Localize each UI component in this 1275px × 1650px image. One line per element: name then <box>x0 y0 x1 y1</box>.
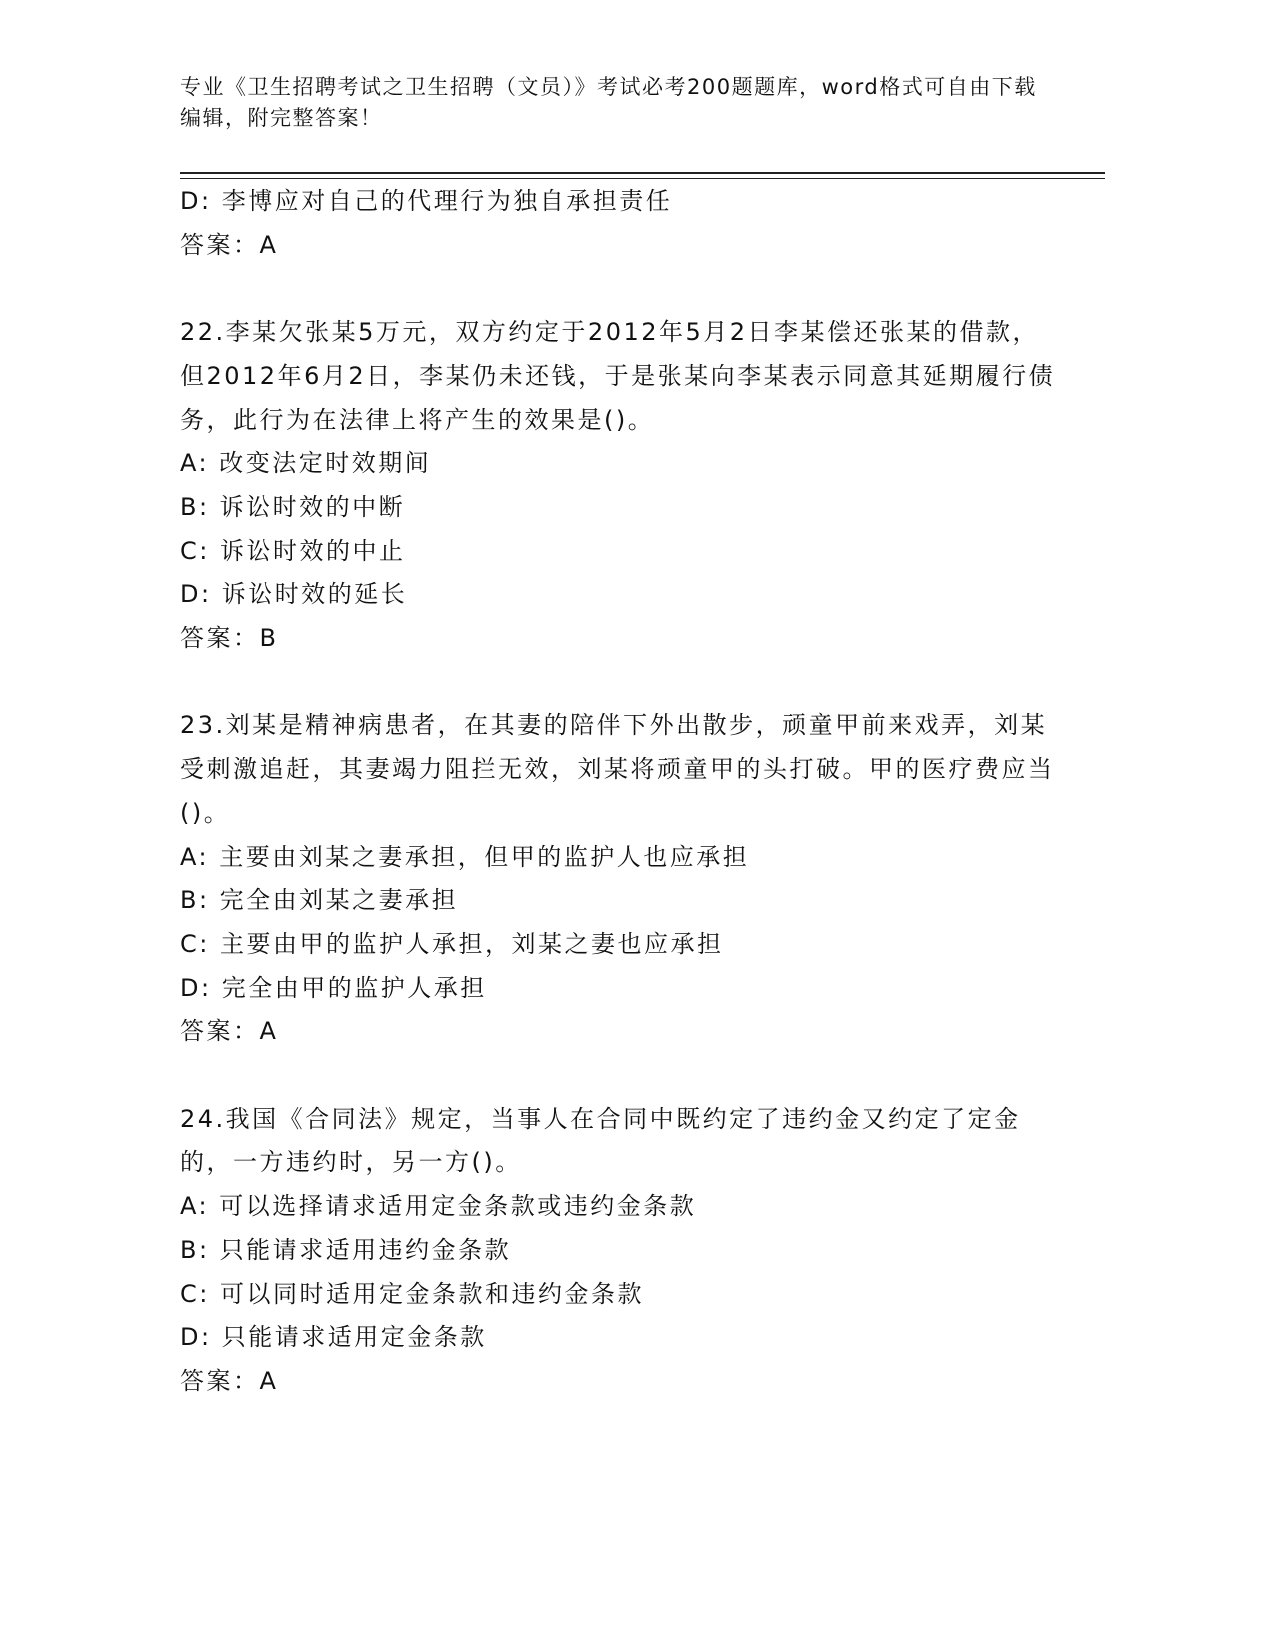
question-list <box>180 180 1060 1404</box>
header-rule-thin <box>180 178 1105 179</box>
option-b: B: 只能请求适用违约金条款 <box>180 1235 512 1264</box>
option-a: A: 改变法定时效期间 <box>180 449 432 478</box>
option-d: D: 诉讼时效的延长 <box>180 580 408 609</box>
answer: 答案：A <box>180 1366 279 1395</box>
prev-option-d: D: 李博应对自己的代理行为独自承担责任 <box>180 187 673 215</box>
option-c: C: 可以同时适用定金条款和违约金条款 <box>180 1279 644 1308</box>
answer: 答案：A <box>180 1017 279 1046</box>
option-c: C: 主要由甲的监护人承担，刘某之妻也应承担 <box>180 929 724 958</box>
question-22 <box>180 311 1060 661</box>
question-stem: 22.李某欠张某5万元，双方约定于2012年5月2日李某偿还张某的借款，但2012年6月2日，李某仍未还钱，于是张某向李某表示同意其延期履行债务，此行为在法律上将产生的效果是()。 <box>180 318 1056 434</box>
option-a: A: 主要由刘某之妻承担，但甲的监护人也应承担 <box>180 842 750 871</box>
question-stem: 23.刘某是精神病患者，在其妻的陪伴下外出散步，顽童甲前来戏弄，刘某受刺激追赶，其妻竭力阻拦无效，刘某将顽童甲的头打破。甲的医疗费应当()。 <box>180 711 1055 827</box>
option-b: B: 诉讼时效的中断 <box>180 492 406 521</box>
document-header: 专业《卫生招聘考试之卫生招聘（文员）》考试必考200题题库，word格式可自由下载编辑，附完整答案！ <box>180 75 1037 130</box>
option-d: D: 完全由甲的监护人承担 <box>180 973 487 1002</box>
question-stem: 24.我国《合同法》规定，当事人在合同中既约定了违约金又约定了定金的，一方违约时，另一方()。 <box>180 1104 1021 1177</box>
option-c: C: 诉讼时效的中止 <box>180 536 406 565</box>
option-d: D: 只能请求适用定金条款 <box>180 1323 487 1352</box>
header-rule-thick <box>180 172 1105 174</box>
prev-answer: 答案：A <box>180 230 279 259</box>
question-23 <box>180 704 1060 1054</box>
option-a: A: 可以选择请求适用定金条款或违约金条款 <box>180 1192 697 1221</box>
option-b: B: 完全由刘某之妻承担 <box>180 886 459 915</box>
question-24 <box>180 1098 1060 1404</box>
answer: 答案：B <box>180 624 279 653</box>
